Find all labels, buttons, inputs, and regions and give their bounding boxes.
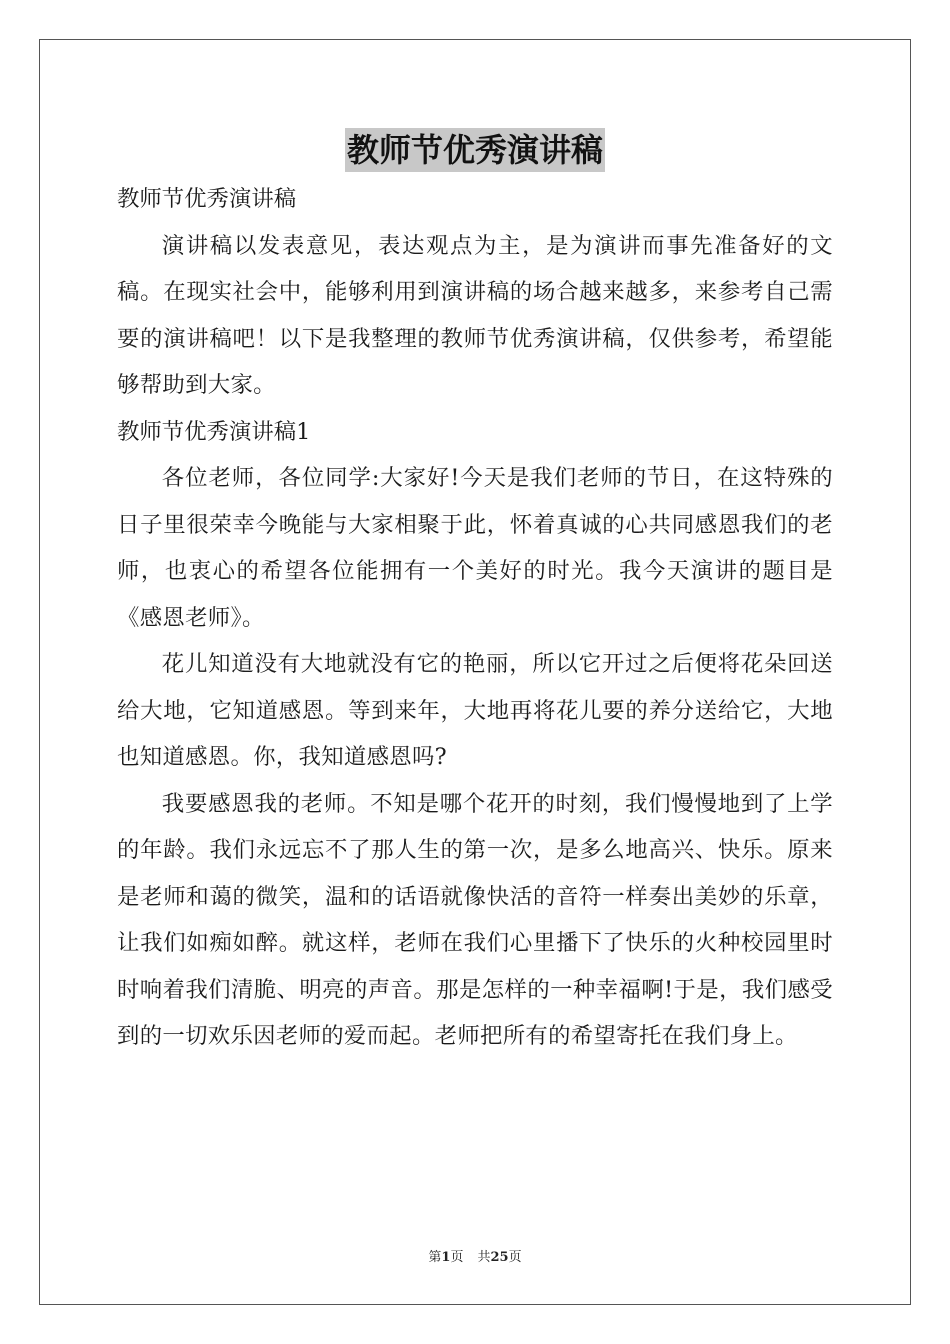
total-pages: 25 [490,1250,509,1265]
paragraph: 各位老师，各位同学:大家好!今天是我们老师的节日，在这特殊的日子里很荣幸今晚能与大家相聚于此，怀着真诚的心共同感恩我们的老师，也衷心的希望各位能拥有一个美好的时光。我今天演讲的题目是《感恩老师》。 [117,465,833,631]
paragraph: 花儿知道没有大地就没有它的艳丽，所以它开过之后便将花朵回送给大地，它知道感恩。等到来年，大地再将花儿要的养分送给它，大地也知道感恩。你，我知道感恩吗? [117,651,833,770]
paragraph: 我要感恩我的老师。不知是哪个花开的时刻，我们慢慢地到了上学的年龄。我们永远忘不了那人生的第一次，是多么地高兴、快乐。原来是老师和蔼的微笑，温和的话语就像快活的音符一样奏出美妙的乐章，让我们如痴如醉。就这样，老师在我们心里播下了快乐的火种校园里时时响着我们清脆、明亮的声音。那是怎样的一种幸福啊!于是，我们感受到的一切欢乐因老师的爱而起。老师把所有的希望寄托在我们身上。 [117,790,833,1049]
page-suffix: 页 [450,1250,464,1265]
document-body [117,176,833,1060]
section-heading: 教师节优秀演讲稿 [117,186,297,212]
page-number: 1 [441,1250,451,1265]
title-wrap [0,128,950,172]
page-prefix: 第 [428,1250,442,1265]
total-prefix: 共 [477,1250,491,1265]
paragraph: 演讲稿以发表意见，表达观点为主，是为演讲而事先准备好的文稿。在现实社会中，能够利用到演讲稿的场合越来越多，来参考自己需要的演讲稿吧！以下是我整理的教师节优秀演讲稿，仅供参考，希望能够帮助到大家。 [117,232,833,398]
total-suffix: 页 [508,1250,522,1265]
document-title: 教师节优秀演讲稿 [345,128,605,172]
section-heading: 教师节优秀演讲稿1 [117,418,311,445]
page-footer [0,1246,950,1265]
